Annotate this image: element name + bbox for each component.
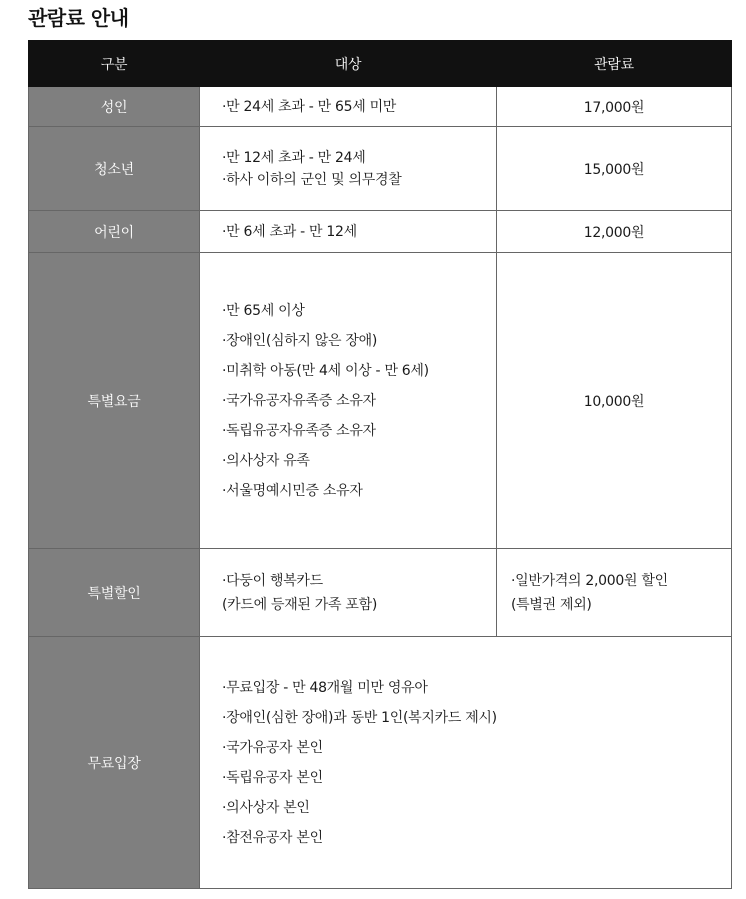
target-cell — [200, 549, 497, 637]
target-line: ·의사상자 본인 — [222, 799, 310, 816]
price-cell — [497, 211, 732, 253]
table-row — [29, 549, 732, 637]
target-cell — [200, 87, 497, 127]
target-cell — [200, 127, 497, 211]
price-cell — [497, 549, 732, 637]
header-category: 구분 — [29, 41, 200, 87]
target-line: ·독립유공자유족증 소유자 — [222, 422, 376, 439]
target-line: ·만 12세 초과 - 만 24세 — [222, 149, 366, 166]
target-line: ·미취학 아동(만 4세 이상 - 만 6세) — [222, 362, 429, 379]
target-line: ·독립유공자 본인 — [222, 769, 323, 786]
target-cell — [200, 637, 732, 889]
price-value: 15,000원 — [583, 161, 645, 178]
target-line: ·만 6세 초과 - 만 12세 — [222, 223, 357, 240]
price-cell — [497, 87, 732, 127]
target-line: ·참전유공자 본인 — [222, 829, 323, 846]
target-line: ·국가유공자유족증 소유자 — [222, 392, 376, 409]
page-title: 관람료 안내 — [28, 6, 129, 30]
price-note: (특별권 제외) — [511, 596, 592, 613]
table-row — [29, 127, 732, 211]
category-cell: 특별요금 — [29, 253, 200, 549]
price-value: 17,000원 — [583, 99, 645, 116]
target-line: ·하사 이하의 군인 및 의무경찰 — [222, 171, 402, 188]
target-line: ·국가유공자 본인 — [222, 739, 323, 756]
category-cell: 성인 — [29, 87, 200, 127]
target-line: ·만 24세 초과 - 만 65세 미만 — [222, 98, 397, 115]
header-price: 관람료 — [497, 41, 732, 87]
target-line: ·무료입장 - 만 48개월 미만 영유아 — [222, 679, 428, 696]
target-line: ·의사상자 유족 — [222, 452, 310, 469]
target-line: ·장애인(심하지 않은 장애) — [222, 332, 378, 349]
category-cell: 특별할인 — [29, 549, 200, 637]
price-value: 10,000원 — [583, 393, 645, 410]
table-row — [29, 253, 732, 549]
category-cell: 무료입장 — [29, 637, 200, 889]
table-header-row — [29, 41, 732, 87]
target-line: ·장애인(심한 장애)과 동반 1인(복지카드 제시) — [222, 709, 497, 726]
target-cell — [200, 253, 497, 549]
category-cell: 청소년 — [29, 127, 200, 211]
header-target: 대상 — [200, 41, 497, 87]
target-line: ·만 65세 이상 — [222, 302, 305, 319]
table-row — [29, 637, 732, 889]
price-cell — [497, 127, 732, 211]
table-row — [29, 87, 732, 127]
target-line: ·서울명예시민증 소유자 — [222, 482, 363, 499]
price-value: 12,000원 — [583, 224, 645, 241]
price-value: ·일반가격의 2,000원 할인 — [511, 572, 668, 589]
target-line: ·다둥이 행복카드 — [222, 572, 323, 589]
price-cell — [497, 253, 732, 549]
target-cell — [200, 211, 497, 253]
table-row — [29, 211, 732, 253]
admission-fee-table — [28, 40, 732, 889]
target-line: (카드에 등재된 가족 포함) — [222, 596, 378, 613]
category-cell: 어린이 — [29, 211, 200, 253]
